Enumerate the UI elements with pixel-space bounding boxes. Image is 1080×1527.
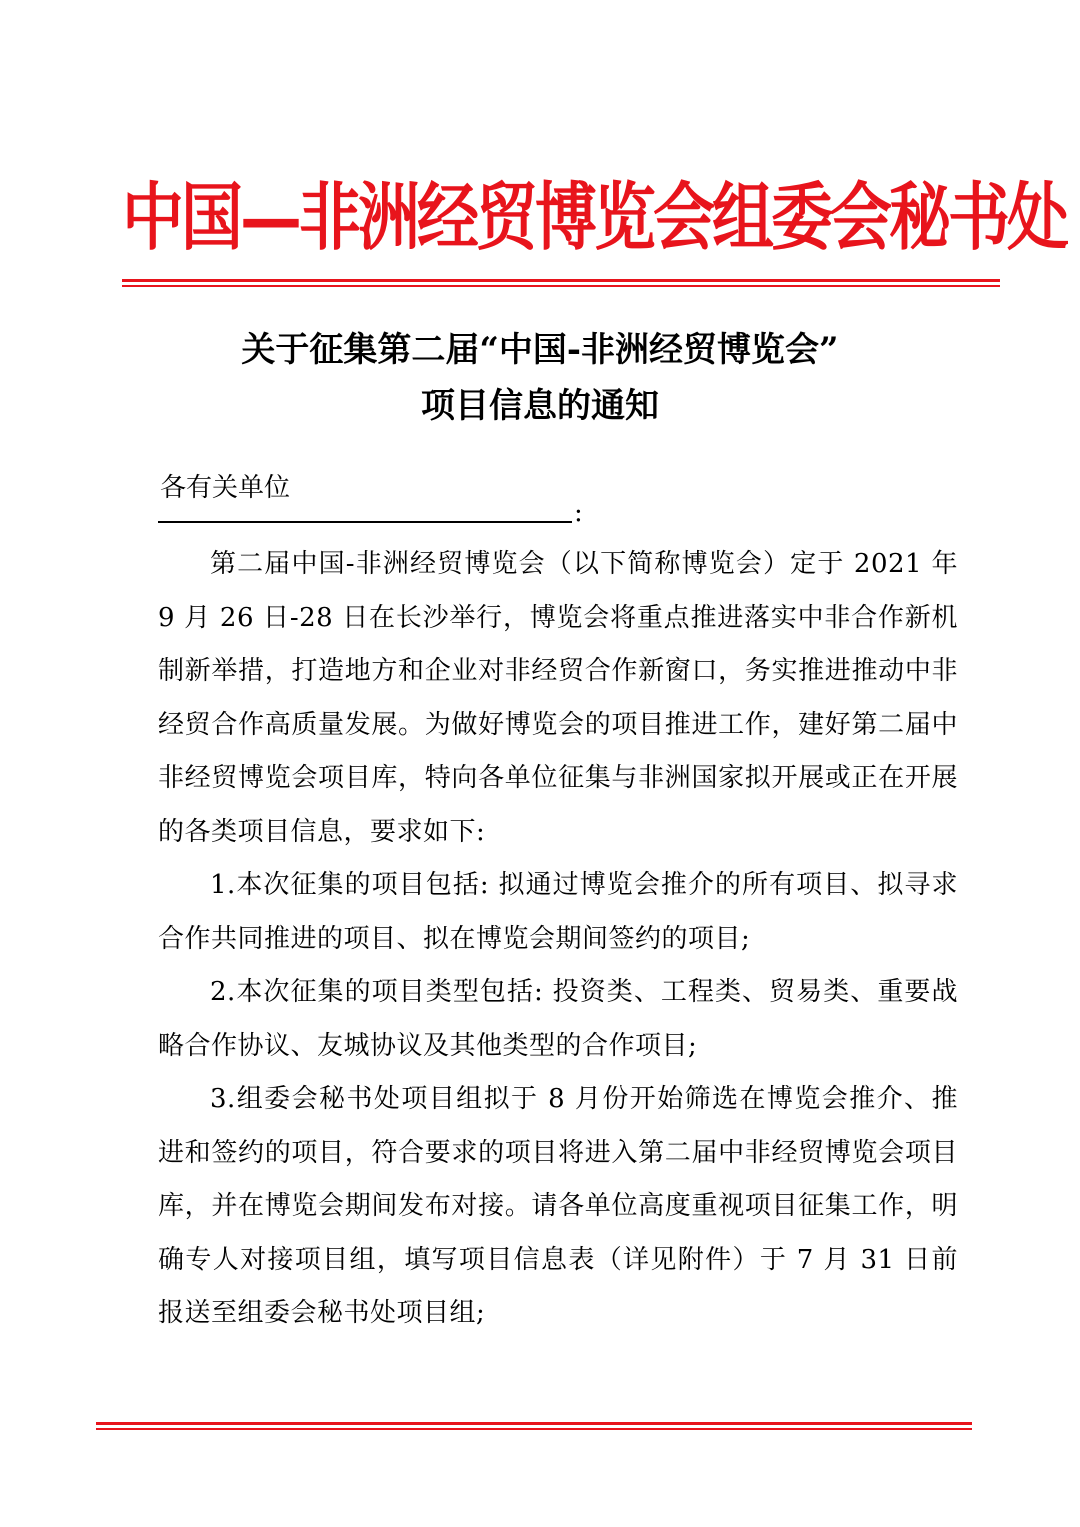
divider-thick-line xyxy=(122,279,1000,282)
notice-title-line-2: 项目信息的通知 xyxy=(421,386,659,426)
letterhead-title: 中国—非洲经贸博览会组委会秘书处 xyxy=(122,173,1067,261)
letterhead-divider xyxy=(122,279,1000,287)
footer-divider xyxy=(96,1422,972,1430)
recipient-underline xyxy=(158,521,572,523)
footer-divider-thin-line xyxy=(96,1428,972,1430)
body-paragraph-item-1: 1.本次征集的项目包括: 拟通过博览会推介的所有项目、拟寻求合作共同推进的项目、拟在博览会期间签约的项目; xyxy=(158,870,958,954)
notice-title-line-1: 关于征集第二届“中国-非洲经贸博览会” xyxy=(241,330,839,370)
body-paragraph-item-3: 3.组委会秘书处项目组拟于 8 月份开始筛选在博览会推介、推进和签约的项目，符合要求的项目将进入第二届中非经贸博览会项目库，并在博览会期间发布对接。请各单位高度重视项目征集工作，明确专人对接项目组，填写项目信息表（详见附件）于 7 月 31 日前报送至组委会秘书处项目组; xyxy=(158,1084,958,1328)
body-paragraph-intro: 第二届中国-非洲经贸博览会（以下简称博览会）定于 2021 年 9 月 26 日-28 日在长沙举行，博览会将重点推进落实中非合作新机制新举措，打造地方和企业对非经贸合作新窗口，务实推进推动中非经贸合作高质量发展。为做好博览会的项目推进工作，建好第二届中非经贸博览会项目库，特向各单位征集与非洲国家拟开展或正在开展的各类项目信息，要求如下: xyxy=(158,549,958,847)
recipient-colon: : xyxy=(574,498,583,528)
notice-body xyxy=(158,538,958,1341)
footer-divider-thick-line xyxy=(96,1422,972,1425)
recipient-label: 各有关单位 xyxy=(160,473,291,503)
body-paragraph-item-2: 2.本次征集的项目类型包括: 投资类、工程类、贸易类、重要战略合作协议、友城协议及其他类型的合作项目; xyxy=(158,977,958,1061)
divider-thin-line xyxy=(122,285,1000,287)
